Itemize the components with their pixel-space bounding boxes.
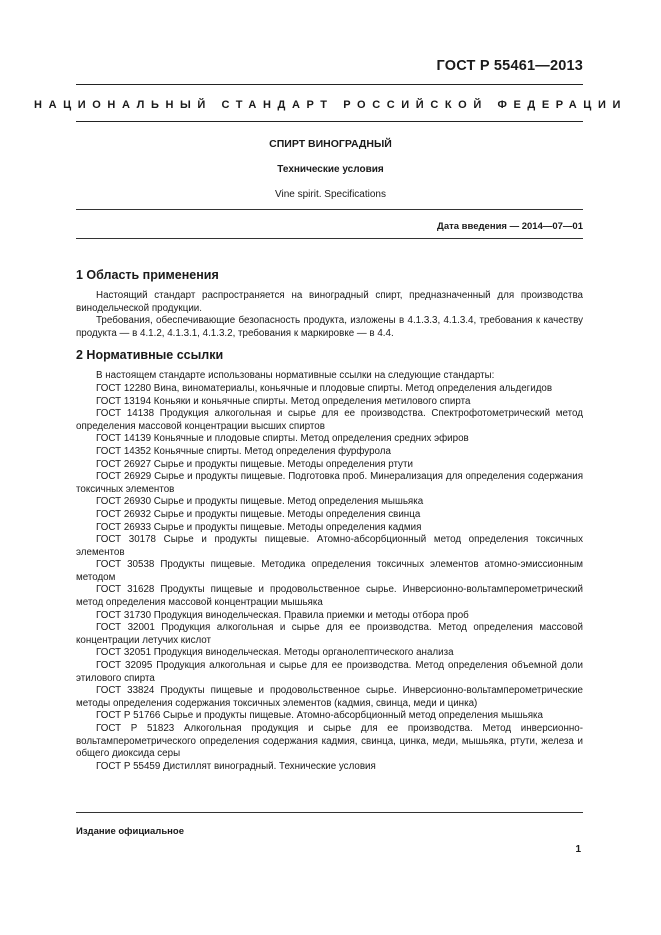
list-item: ГОСТ 26932 Сырье и продукты пищевые. Методы определения свинца bbox=[96, 508, 421, 520]
refs-intro: В настоящем стандарте использованы нормативные ссылки на следующие стандарты: bbox=[96, 370, 495, 382]
document-subtitle: Технические условия bbox=[277, 164, 384, 175]
title-rule bbox=[76, 121, 583, 122]
list-item: ГОСТ 13194 Коньяки и коньячные спирты. Метод определения метилового спирта bbox=[96, 395, 471, 407]
list-item: ГОСТ 14139 Коньячные и плодовые спирты. Метод определения средних эфиров bbox=[96, 433, 469, 445]
effective-date: Дата введения — 2014—07—01 bbox=[437, 221, 583, 232]
list-item: ГОСТ 26933 Сырье и продукты пищевые. Методы определения кадмия bbox=[96, 521, 422, 533]
list-item: ГОСТ 26929 Сырье и продукты пищевые. Подготовка проб. Минерализация для определения содержания токсичных элементов bbox=[76, 471, 583, 495]
paragraph bbox=[76, 290, 583, 315]
footer-rule bbox=[76, 812, 583, 813]
section-scope bbox=[76, 268, 583, 340]
list-item: ГОСТ 26930 Сырье и продукты пищевые. Метод определения мышьяка bbox=[96, 496, 424, 508]
document-title-english: Vine spirit. Specifications bbox=[275, 189, 386, 200]
page-number: 1 bbox=[575, 844, 581, 855]
date-rule bbox=[76, 238, 583, 239]
list-item: ГОСТ 14138 Продукция алкогольная и сырье для ее производства. Спектрофотометрический метод определения массовой концентрации высших спиртов bbox=[76, 408, 583, 432]
paragraph bbox=[76, 315, 583, 340]
main-content bbox=[76, 268, 583, 781]
list-item: ГОСТ 31730 Продукция винодельческая. Правила приемки и методы отбора проб bbox=[96, 609, 469, 621]
list-item: ГОСТ 30538 Продукты пищевые. Методика определения токсичных элементов атомно-эмиссионным методом bbox=[76, 559, 583, 583]
document-number: ГОСТ Р 55461—2013 bbox=[436, 58, 583, 74]
list-item: ГОСТ 32051 Продукция винодельческая. Методы органолептического анализа bbox=[96, 647, 454, 659]
edition-note: Издание официальное bbox=[76, 826, 184, 837]
section-normative-refs bbox=[76, 348, 583, 773]
national-standard-heading: НАЦИОНАЛЬНЫЙ СТАНДАРТ РОССИЙСКОЙ ФЕДЕРАЦИИ bbox=[34, 99, 627, 111]
list-item: ГОСТ 32095 Продукция алкогольная и сырье для ее производства. Метод определения объемной доли этилового спирта bbox=[76, 660, 583, 684]
list-item: ГОСТ 30178 Сырье и продукты пищевые. Атомно-абсорбционный метод определения токсичных элементов bbox=[76, 534, 583, 558]
paragraph-text: Настоящий стандарт распространяется на виноградный спирт, предназначенный для производства винодельческой продукции. bbox=[76, 290, 583, 314]
paragraph-text: Требования, обеспечивающие безопасность продукта, изложены в 4.1.3.3, 4.1.3.4, требования к качеству продукта — в 4.1.2, 4.1.3.1, 4.1.3.2, требования к маркировке — в 4.4. bbox=[76, 315, 583, 339]
list-item: ГОСТ Р 51823 Алкогольная продукция и сырье для ее производства. Метод инверсионно-вольтамперометрического определения содержания кадмия, свинца, цинка, меди, мышьяка, ртути, железа и общего диоксида серы bbox=[76, 723, 583, 760]
title-block-bottom-rule bbox=[76, 209, 583, 210]
header-rule bbox=[76, 84, 583, 85]
document-title: СПИРТ ВИНОГРАДНЫЙ bbox=[269, 138, 392, 150]
list-item: ГОСТ Р 55459 Дистиллят виноградный. Технические условия bbox=[96, 760, 376, 772]
reference-list bbox=[76, 383, 583, 773]
list-item: ГОСТ 26927 Сырье и продукты пищевые. Методы определения ртути bbox=[96, 458, 413, 470]
list-item: ГОСТ 12280 Вина, виноматериалы, коньячные и плодовые спирты. Метод определения альдегидов bbox=[96, 382, 553, 394]
list-item: ГОСТ Р 51766 Сырье и продукты пищевые. Атомно-абсорбционный метод определения мышьяка bbox=[96, 710, 543, 722]
section-heading-normative-refs: 2 Нормативные ссылки bbox=[76, 348, 224, 363]
list-item: ГОСТ 33824 Продукты пищевые и продовольственное сырье. Инверсионно-вольтамперометрические методы определения содержания токсичных элементов (кадмия, свинца, меди и цинка) bbox=[76, 685, 583, 709]
list-item: ГОСТ 14352 Коньячные спирты. Метод определения фурфурола bbox=[96, 445, 391, 457]
list-item: ГОСТ 31628 Продукты пищевые и продовольственное сырье. Инверсионно-вольтамперометрический метод определения массовой концентрации мышьяка bbox=[76, 584, 583, 609]
section-heading-scope: 1 Область применения bbox=[76, 268, 219, 282]
list-item: ГОСТ 32001 Продукция алкогольная и сырье для ее производства. Метод определения массовой концентрации летучих кислот bbox=[76, 622, 583, 646]
